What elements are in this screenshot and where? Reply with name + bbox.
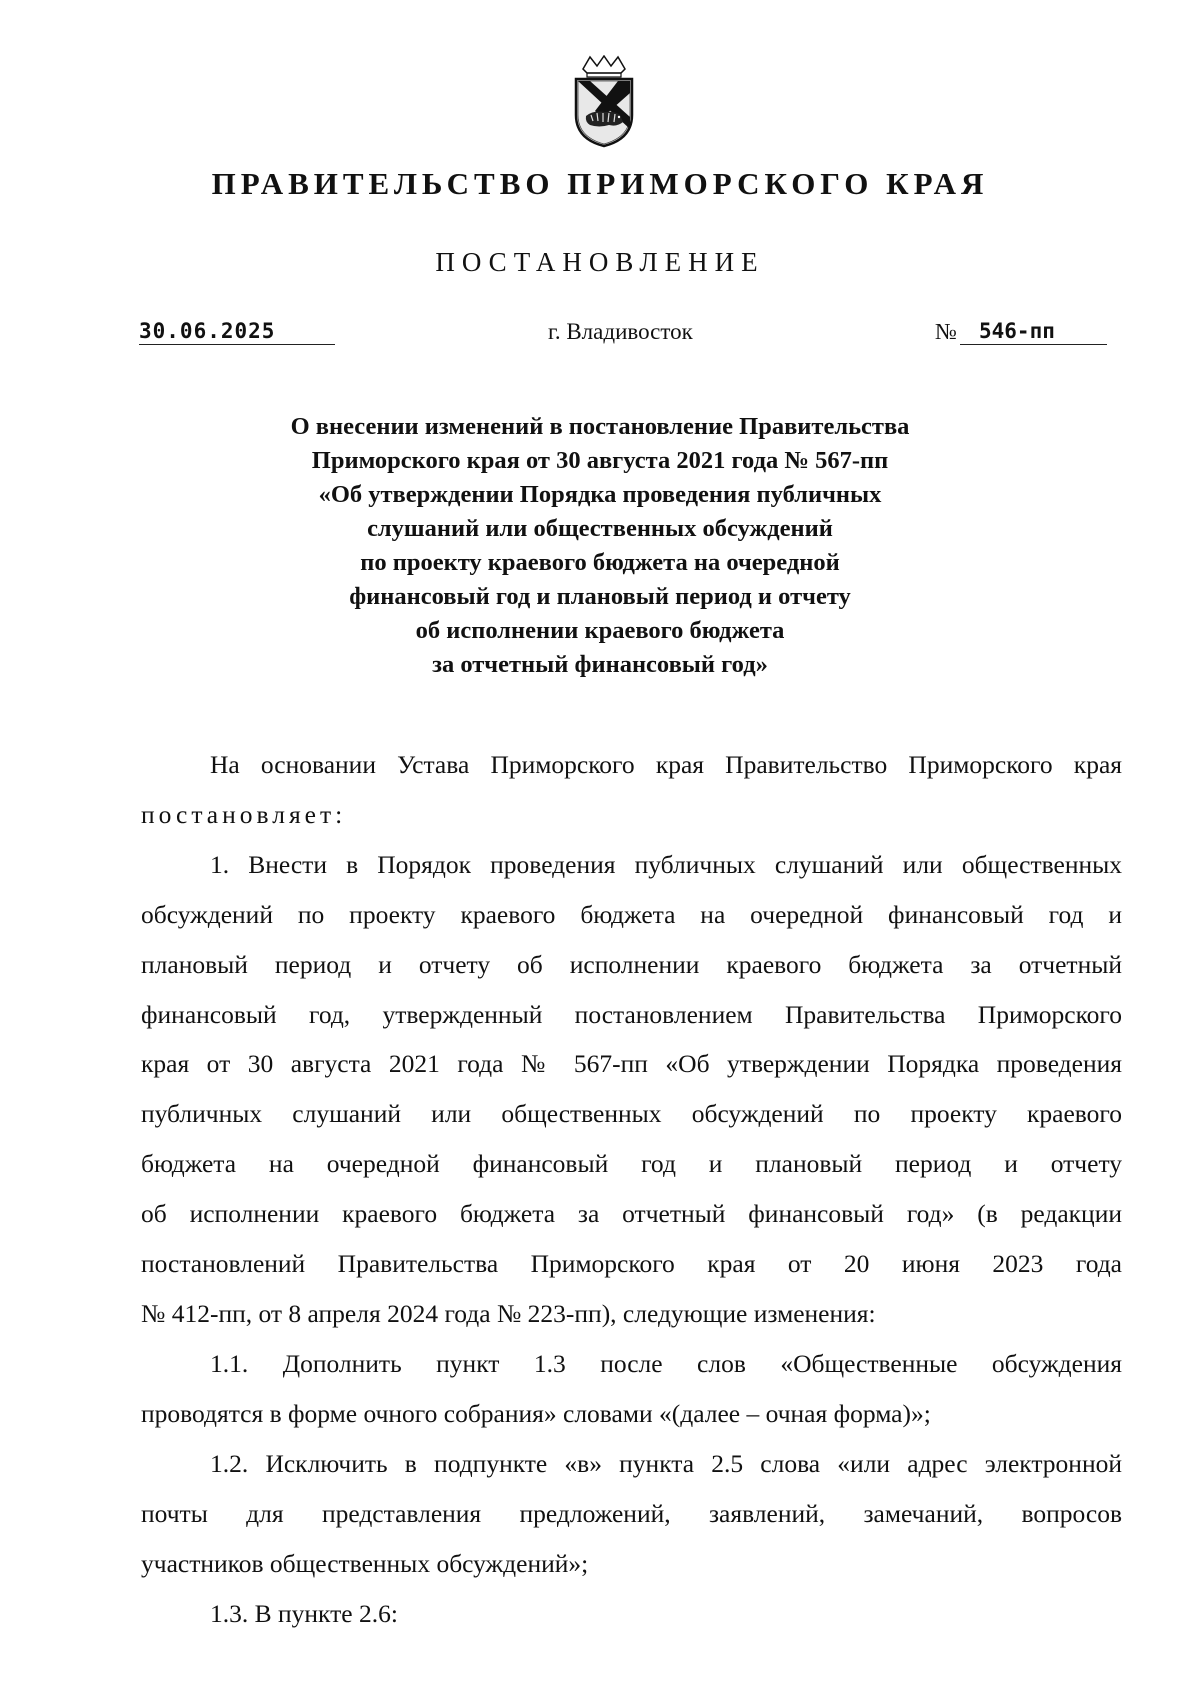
heading-line: О внесении изменений в постановление Правительства — [290, 413, 910, 440]
body-line: № 412-пп, от 8 апреля 2024 года № 223-пп), следующие изменения: — [141, 1299, 876, 1328]
document-type: ПОСТАНОВЛЕНИЕ — [435, 247, 765, 277]
document-city: г. Владивосток — [548, 319, 693, 344]
body-line: плановый период и отчету об исполнении краевого бюджета за отчетный — [141, 950, 1122, 979]
body-line: 1. Внести в Порядок проведения публичных слушаний или общественных — [210, 850, 1122, 879]
body-line: края от 30 августа 2021 года № 567-пп «Об утверждении Порядка проведения — [141, 1049, 1122, 1078]
government-title: ПРАВИТЕЛЬСТВО ПРИМОРСКОГО КРАЯ — [211, 166, 989, 201]
body-line: 1.2. Исключить в подпункте «в» пункта 2.5 слова «или адрес электронной — [210, 1449, 1122, 1478]
heading-line: слушаний или общественных обсуждений — [367, 515, 833, 542]
body-line: публичных слушаний или общественных обсуждений по проекту краевого — [141, 1099, 1122, 1128]
heading-line: за отчетный финансовый год» — [432, 651, 768, 678]
body-line: 1.1. Дополнить пункт 1.3 после слов «Общественные обсуждения — [210, 1349, 1122, 1378]
body-line: участников общественных обсуждений»; — [141, 1549, 589, 1578]
body-line: постановлений Правительства Приморского края от 20 июня 2023 года — [141, 1249, 1122, 1278]
document-number: 546-пп — [979, 319, 1055, 343]
heading-line: финансовый год и плановый период и отчету — [349, 583, 851, 610]
body-line: На основании Устава Приморского края Правительство Приморского края — [210, 750, 1122, 779]
number-underline — [960, 344, 1107, 345]
body-line: бюджета на очередной финансовый год и плановый период и отчету — [141, 1149, 1122, 1178]
body-line: проводятся в форме очного собрания» словами «(далее – очная форма)»; — [141, 1399, 931, 1428]
heading-line: Приморского края от 30 августа 2021 года № 567-пп — [311, 447, 889, 474]
body-line: обсуждений по проекту краевого бюджета на очередной финансовый год и — [141, 900, 1122, 929]
document-heading — [0, 410, 1200, 682]
heading-line: «Об утверждении Порядка проведения публичных — [318, 481, 882, 508]
body-line-resolves: постановляет: — [141, 800, 347, 829]
document-date: 30.06.2025 — [139, 319, 276, 343]
body-line: финансовый год, утвержденный постановлением Правительства Приморского — [141, 1000, 1122, 1029]
body-line: об исполнении краевого бюджета за отчетный финансовый год» (в редакции — [141, 1199, 1122, 1228]
heading-line: по проекту краевого бюджета на очередной — [360, 549, 840, 576]
body-line: почты для представления предложений, заявлений, замечаний, вопросов — [141, 1499, 1122, 1528]
body-line: 1.3. В пункте 2.6: — [210, 1599, 398, 1628]
date-underline — [139, 344, 335, 345]
coat-of-arms-icon — [573, 55, 636, 148]
heading-line: об исполнении краевого бюджета — [415, 617, 785, 644]
number-sign: № — [935, 319, 957, 344]
